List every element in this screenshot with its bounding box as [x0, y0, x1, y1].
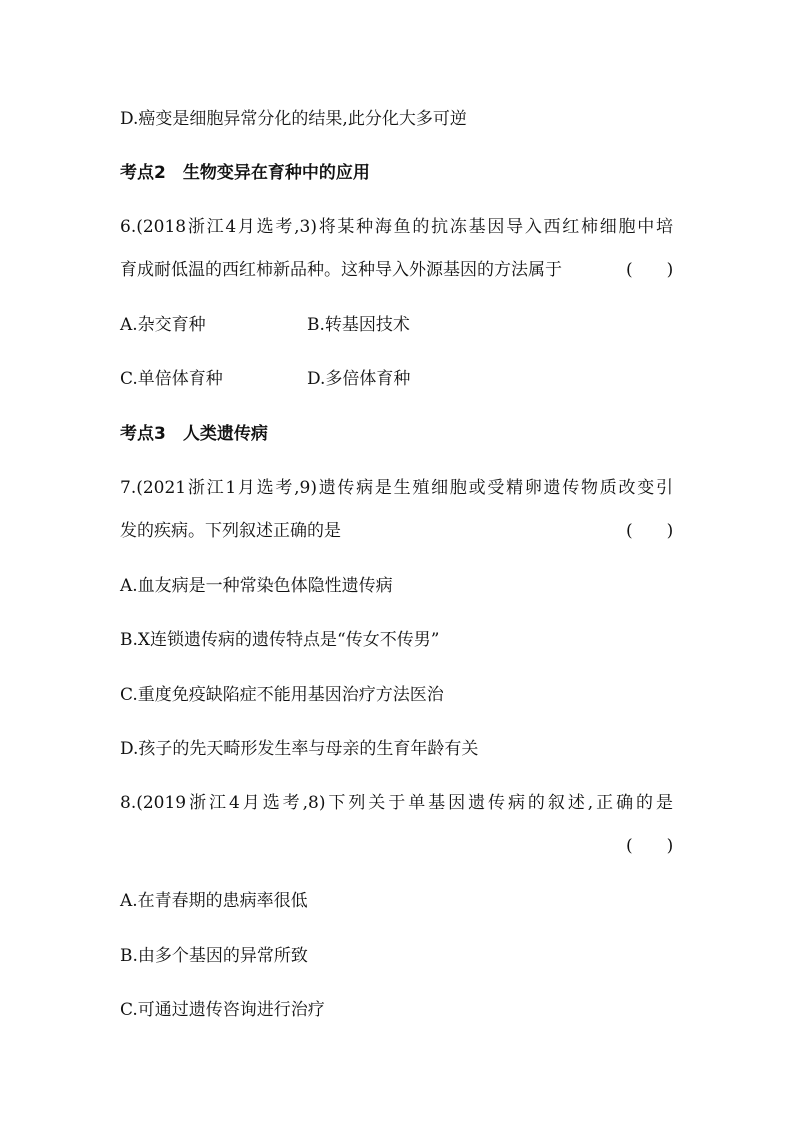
- q7-stem-line-2: 发的疾病。下列叙述正确的是: [120, 521, 341, 541]
- q7-answer-bracket: ( ): [626, 521, 674, 541]
- q6-stem-line-1: 6.(2018浙江4月选考,3)将某种海鱼的抗冻基因导入西红柿细胞中培: [120, 217, 673, 237]
- section-2-heading: 考点2 生物变异在育种中的应用: [120, 163, 370, 183]
- q6-option-b: B.转基因技术: [307, 315, 410, 335]
- q7-option-c: C.重度免疫缺陷症不能用基因治疗方法医治: [120, 685, 444, 705]
- q8-option-b: B.由多个基因的异常所致: [120, 946, 308, 966]
- q5-option-d: D.癌变是细胞异常分化的结果,此分化大多可逆: [120, 109, 467, 129]
- q8-option-a: A.在青春期的患病率很低: [120, 891, 308, 911]
- q7-stem-line-1: 7.(2021浙江1月选考,9)遗传病是生殖细胞或受精卵遗传物质改变引: [120, 478, 673, 498]
- q7-option-d: D.孩子的先天畸形发生率与母亲的生育年龄有关: [120, 739, 479, 759]
- q7-option-a: A.血友病是一种常染色体隐性遗传病: [120, 576, 393, 596]
- q6-option-d: D.多倍体育种: [307, 369, 411, 389]
- q8-answer-bracket: ( ): [626, 836, 674, 856]
- q8-stem-line-1: 8.(2019浙江4月选考,8)下列关于单基因遗传病的叙述,正确的是: [120, 793, 673, 813]
- q6-option-a: A.杂交育种: [120, 315, 206, 335]
- q7-option-b: B.X连锁遗传病的遗传特点是“传女不传男”: [120, 630, 440, 650]
- section-3-heading: 考点3 人类遗传病: [120, 424, 268, 444]
- q8-option-c: C.可通过遗传咨询进行治疗: [120, 1000, 325, 1020]
- q6-stem-line-2: 育成耐低温的西红柿新品种。这种导入外源基因的方法属于: [120, 260, 562, 280]
- q6-option-c: C.单倍体育种: [120, 369, 223, 389]
- q6-answer-bracket: ( ): [626, 260, 674, 280]
